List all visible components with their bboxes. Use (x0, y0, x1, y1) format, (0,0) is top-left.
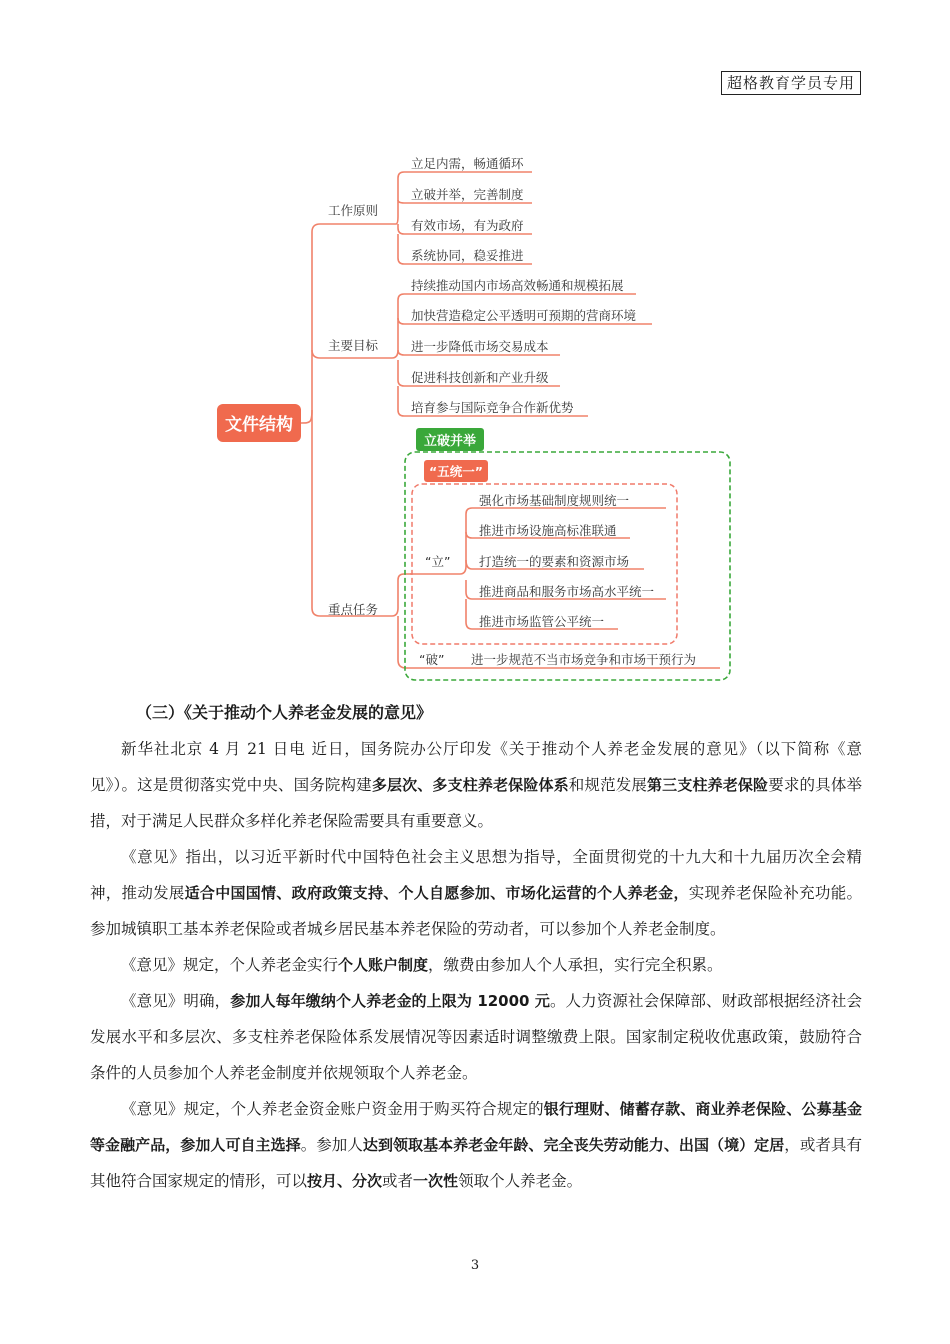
goal-item: 持续推动国内市场高效畅通和规模拓展 (411, 278, 624, 293)
paragraph-1: 新华社北京 4 月 21 日电 近日，国务院办公厅印发《关于推动个人养老金发展的意见》（以下简称《意见》）。这是贯彻落实党中央、国务院构建多层次、多支柱养老保险体系和规范发展第三支柱养老保险要求的具体举措，对于满足人民群众多样化养老保险需要具有重要意义。 (90, 740, 862, 830)
branch-goals: 主要目标 (328, 338, 379, 353)
header-tag: 超格教育学员专用 (721, 71, 861, 95)
paragraph-5: 《意见》规定，个人养老金资金账户资金用于购买符合规定的银行理财、储蓄存款、商业养老保险、公募基金等金融产品，参加人可自主选择。参加人达到领取基本养老金年龄、完全丧失劳动能力、出国（境）定居，或者具有其他符合国家规定的情形，可以按月、分次或者一次性领取个人养老金。 (90, 1100, 862, 1190)
paragraph-3: 《意见》规定，个人养老金实行个人账户制度，缴费由参加人个人承担，实行完全积累。 (121, 956, 723, 974)
li-item: 强化市场基础制度规则统一 (479, 493, 630, 508)
document-body (90, 731, 862, 1199)
red-tag-label: “五统一” (429, 464, 483, 479)
principle-item: 系统协同，稳妥推进 (411, 248, 524, 263)
po-label: “破” (419, 652, 445, 667)
li-item: 推进市场设施高标准联通 (479, 523, 617, 538)
green-tag-label: 立破并举 (423, 434, 477, 449)
principle-item: 立破并举，完善制度 (411, 187, 524, 202)
li-item: 推进商品和服务市场高水平统一 (479, 584, 655, 599)
li-item: 打造统一的要素和资源市场 (479, 554, 630, 569)
li-item: 推进市场监管公平统一 (479, 614, 605, 629)
section-title: （三）《关于推动个人养老金发展的意见》 (136, 703, 433, 722)
branch-principle: 工作原则 (328, 203, 379, 218)
branch-tasks: 重点任务 (328, 602, 379, 617)
mindmap (0, 140, 950, 700)
goal-item: 进一步降低市场交易成本 (411, 339, 549, 354)
li-label: “立” (425, 554, 451, 569)
goal-item: 培育参与国际竞争合作新优势 (411, 400, 574, 415)
page-number: 3 (470, 1258, 480, 1273)
paragraph-2: 《意见》指出，以习近平新时代中国特色社会主义思想为指导，全面贯彻党的十九大和十九届历次全会精神，推动发展适合中国国情、政府政策支持、个人自愿参加、市场化运营的个人养老金，实现养老保险补充功能。参加城镇职工基本养老保险或者城乡居民基本养老保险的劳动者，可以参加个人养老金制度。 (90, 848, 862, 938)
root-label: 文件结构 (225, 415, 293, 435)
principle-item: 有效市场，有为政府 (411, 218, 524, 233)
paragraph-4: 《意见》明确，参加人每年缴纳个人养老金的上限为 12000 元。人力资源社会保障部、财政部根据经济社会发展水平和多层次、多支柱养老保险体系发展情况等因素适时调整缴费上限。国家制定税收优惠政策，鼓励符合条件的人员参加个人养老金制度并依规领取个人养老金。 (90, 992, 862, 1082)
principle-item: 立足内需，畅通循环 (411, 156, 524, 171)
goal-item: 加快营造稳定公平透明可预期的营商环境 (411, 308, 637, 323)
goal-item: 促进科技创新和产业升级 (411, 370, 549, 385)
po-item: 进一步规范不当市场竞争和市场干预行为 (471, 652, 697, 667)
